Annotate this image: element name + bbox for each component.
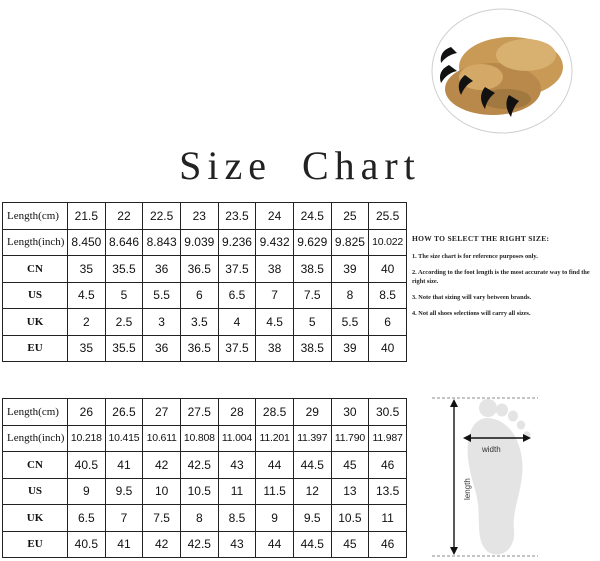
table-cell: 45 <box>331 531 369 558</box>
size-table-top <box>2 202 407 362</box>
table-cell: 11.790 <box>331 425 369 452</box>
table-cell: 24 <box>256 203 294 230</box>
table-cell: 29 <box>293 399 331 426</box>
table-cell: 10.611 <box>143 425 181 452</box>
table-row <box>3 256 407 283</box>
table-cell: 39 <box>331 335 369 362</box>
table-cell: 9.236 <box>218 229 256 256</box>
table-cell: 7.5 <box>293 282 331 309</box>
table-cell: 23 <box>180 203 218 230</box>
table-cell: 11 <box>218 478 256 505</box>
table-cell: 46 <box>369 452 407 479</box>
notes-title: HOW TO SELECT THE RIGHT SIZE: <box>412 234 550 243</box>
note-item: 3. Note that sizing will vary between brands. <box>412 294 532 301</box>
table-row <box>3 309 407 336</box>
row-header: CN <box>3 256 68 283</box>
table-cell: 23.5 <box>218 203 256 230</box>
table-cell: 41 <box>105 452 143 479</box>
table-cell: 11.987 <box>369 425 407 452</box>
table-cell: 26.5 <box>105 399 143 426</box>
table-cell: 10 <box>143 478 181 505</box>
table-cell: 11.004 <box>218 425 256 452</box>
foot-measurement-diagram <box>428 392 546 560</box>
table-cell: 9.5 <box>105 478 143 505</box>
table-cell: 4.5 <box>256 309 294 336</box>
paw-slipper-image <box>431 7 573 135</box>
note-item: 1. The size chart is for reference purposes only. <box>412 253 538 260</box>
table-cell: 9.825 <box>331 229 369 256</box>
table-cell: 44.5 <box>293 531 331 558</box>
row-header: CN <box>3 452 68 479</box>
table-cell: 43 <box>218 452 256 479</box>
row-header: UK <box>3 505 68 532</box>
note-item: 4. Not all shoes selections will carry all sizes. <box>412 310 531 317</box>
table-cell: 10.5 <box>331 505 369 532</box>
row-header: US <box>3 282 68 309</box>
size-chart-title: Size Chart <box>179 143 421 188</box>
table-cell: 30.5 <box>369 399 407 426</box>
table-cell: 13 <box>331 478 369 505</box>
table-cell: 38 <box>256 256 294 283</box>
table-cell: 10.022 <box>369 229 407 256</box>
note-item: 2. According to the foot length is the most accurate way to find the right size. <box>412 269 590 285</box>
table-cell: 10.415 <box>105 425 143 452</box>
size-table-bottom <box>2 398 407 558</box>
table-cell: 7 <box>256 282 294 309</box>
table-cell: 6 <box>180 282 218 309</box>
table-cell: 11 <box>369 505 407 532</box>
table-cell: 35.5 <box>105 256 143 283</box>
table-row <box>3 452 407 479</box>
table-cell: 27 <box>143 399 181 426</box>
table-cell: 5 <box>293 309 331 336</box>
table-cell: 40.5 <box>68 452 106 479</box>
table-cell: 44 <box>256 452 294 479</box>
table-cell: 9.629 <box>293 229 331 256</box>
table-cell: 12 <box>293 478 331 505</box>
table-cell: 36 <box>143 256 181 283</box>
table-cell: 35.5 <box>105 335 143 362</box>
table-cell: 40.5 <box>68 531 106 558</box>
table-row <box>3 425 407 452</box>
table-cell: 22 <box>105 203 143 230</box>
table-cell: 24.5 <box>293 203 331 230</box>
table-cell: 13.5 <box>369 478 407 505</box>
table-cell: 9 <box>68 478 106 505</box>
table-row <box>3 203 407 230</box>
table-cell: 3 <box>143 309 181 336</box>
length-label: length <box>463 478 472 500</box>
table-cell: 37.5 <box>218 256 256 283</box>
table-cell: 36.5 <box>180 256 218 283</box>
table-cell: 11.201 <box>256 425 294 452</box>
table-cell: 8.5 <box>369 282 407 309</box>
size-selection-notes <box>412 234 598 325</box>
row-header: Length(inch) <box>3 229 68 256</box>
table-cell: 7.5 <box>143 505 181 532</box>
row-header: Length(cm) <box>3 399 68 426</box>
table-cell: 40 <box>369 256 407 283</box>
table-cell: 10.808 <box>180 425 218 452</box>
table-cell: 44 <box>256 531 294 558</box>
table-cell: 6 <box>369 309 407 336</box>
table-cell: 7 <box>105 505 143 532</box>
table-cell: 11.5 <box>256 478 294 505</box>
table-cell: 35 <box>68 256 106 283</box>
table-cell: 36 <box>143 335 181 362</box>
table-cell: 8 <box>180 505 218 532</box>
row-header: EU <box>3 335 68 362</box>
table-cell: 21.5 <box>68 203 106 230</box>
table-cell: 30 <box>331 399 369 426</box>
table-cell: 42.5 <box>180 531 218 558</box>
table-cell: 3.5 <box>180 309 218 336</box>
row-header: Length(cm) <box>3 203 68 230</box>
table-cell: 46 <box>369 531 407 558</box>
table-cell: 4.5 <box>68 282 106 309</box>
table-cell: 6.5 <box>218 282 256 309</box>
table-cell: 45 <box>331 452 369 479</box>
table-cell: 6.5 <box>68 505 106 532</box>
table-cell: 10.218 <box>68 425 106 452</box>
table-row <box>3 531 407 558</box>
table-cell: 38.5 <box>293 256 331 283</box>
table-cell: 38 <box>256 335 294 362</box>
table-cell: 2 <box>68 309 106 336</box>
table-cell: 26 <box>68 399 106 426</box>
table-cell: 28.5 <box>256 399 294 426</box>
table-cell: 9 <box>256 505 294 532</box>
table-row <box>3 229 407 256</box>
table-cell: 35 <box>68 335 106 362</box>
table-cell: 25.5 <box>369 203 407 230</box>
table-cell: 8.843 <box>143 229 181 256</box>
table-cell: 36.5 <box>180 335 218 362</box>
table-cell: 11.397 <box>293 425 331 452</box>
table-cell: 8.646 <box>105 229 143 256</box>
row-header: Length(inch) <box>3 425 68 452</box>
table-cell: 39 <box>331 256 369 283</box>
table-cell: 5.5 <box>143 282 181 309</box>
table-cell: 42 <box>143 531 181 558</box>
row-header: UK <box>3 309 68 336</box>
table-cell: 22.5 <box>143 203 181 230</box>
table-cell: 37.5 <box>218 335 256 362</box>
table-cell: 9.432 <box>256 229 294 256</box>
row-header: US <box>3 478 68 505</box>
table-cell: 9.039 <box>180 229 218 256</box>
table-cell: 25 <box>331 203 369 230</box>
table-row <box>3 399 407 426</box>
table-row <box>3 505 407 532</box>
table-row <box>3 478 407 505</box>
length-arrow <box>450 399 458 555</box>
table-cell: 42.5 <box>180 452 218 479</box>
table-cell: 38.5 <box>293 335 331 362</box>
table-cell: 41 <box>105 531 143 558</box>
table-row <box>3 335 407 362</box>
table-row <box>3 282 407 309</box>
table-cell: 42 <box>143 452 181 479</box>
table-cell: 8 <box>331 282 369 309</box>
table-cell: 4 <box>218 309 256 336</box>
footprint-icon <box>468 399 531 555</box>
table-cell: 28 <box>218 399 256 426</box>
table-cell: 27.5 <box>180 399 218 426</box>
table-cell: 10.5 <box>180 478 218 505</box>
row-header: EU <box>3 531 68 558</box>
table-cell: 9.5 <box>293 505 331 532</box>
table-cell: 8.450 <box>68 229 106 256</box>
table-cell: 8.5 <box>218 505 256 532</box>
table-cell: 2.5 <box>105 309 143 336</box>
table-cell: 40 <box>369 335 407 362</box>
table-cell: 5 <box>105 282 143 309</box>
table-cell: 44.5 <box>293 452 331 479</box>
width-label: width <box>482 445 501 454</box>
table-cell: 43 <box>218 531 256 558</box>
table-cell: 5.5 <box>331 309 369 336</box>
